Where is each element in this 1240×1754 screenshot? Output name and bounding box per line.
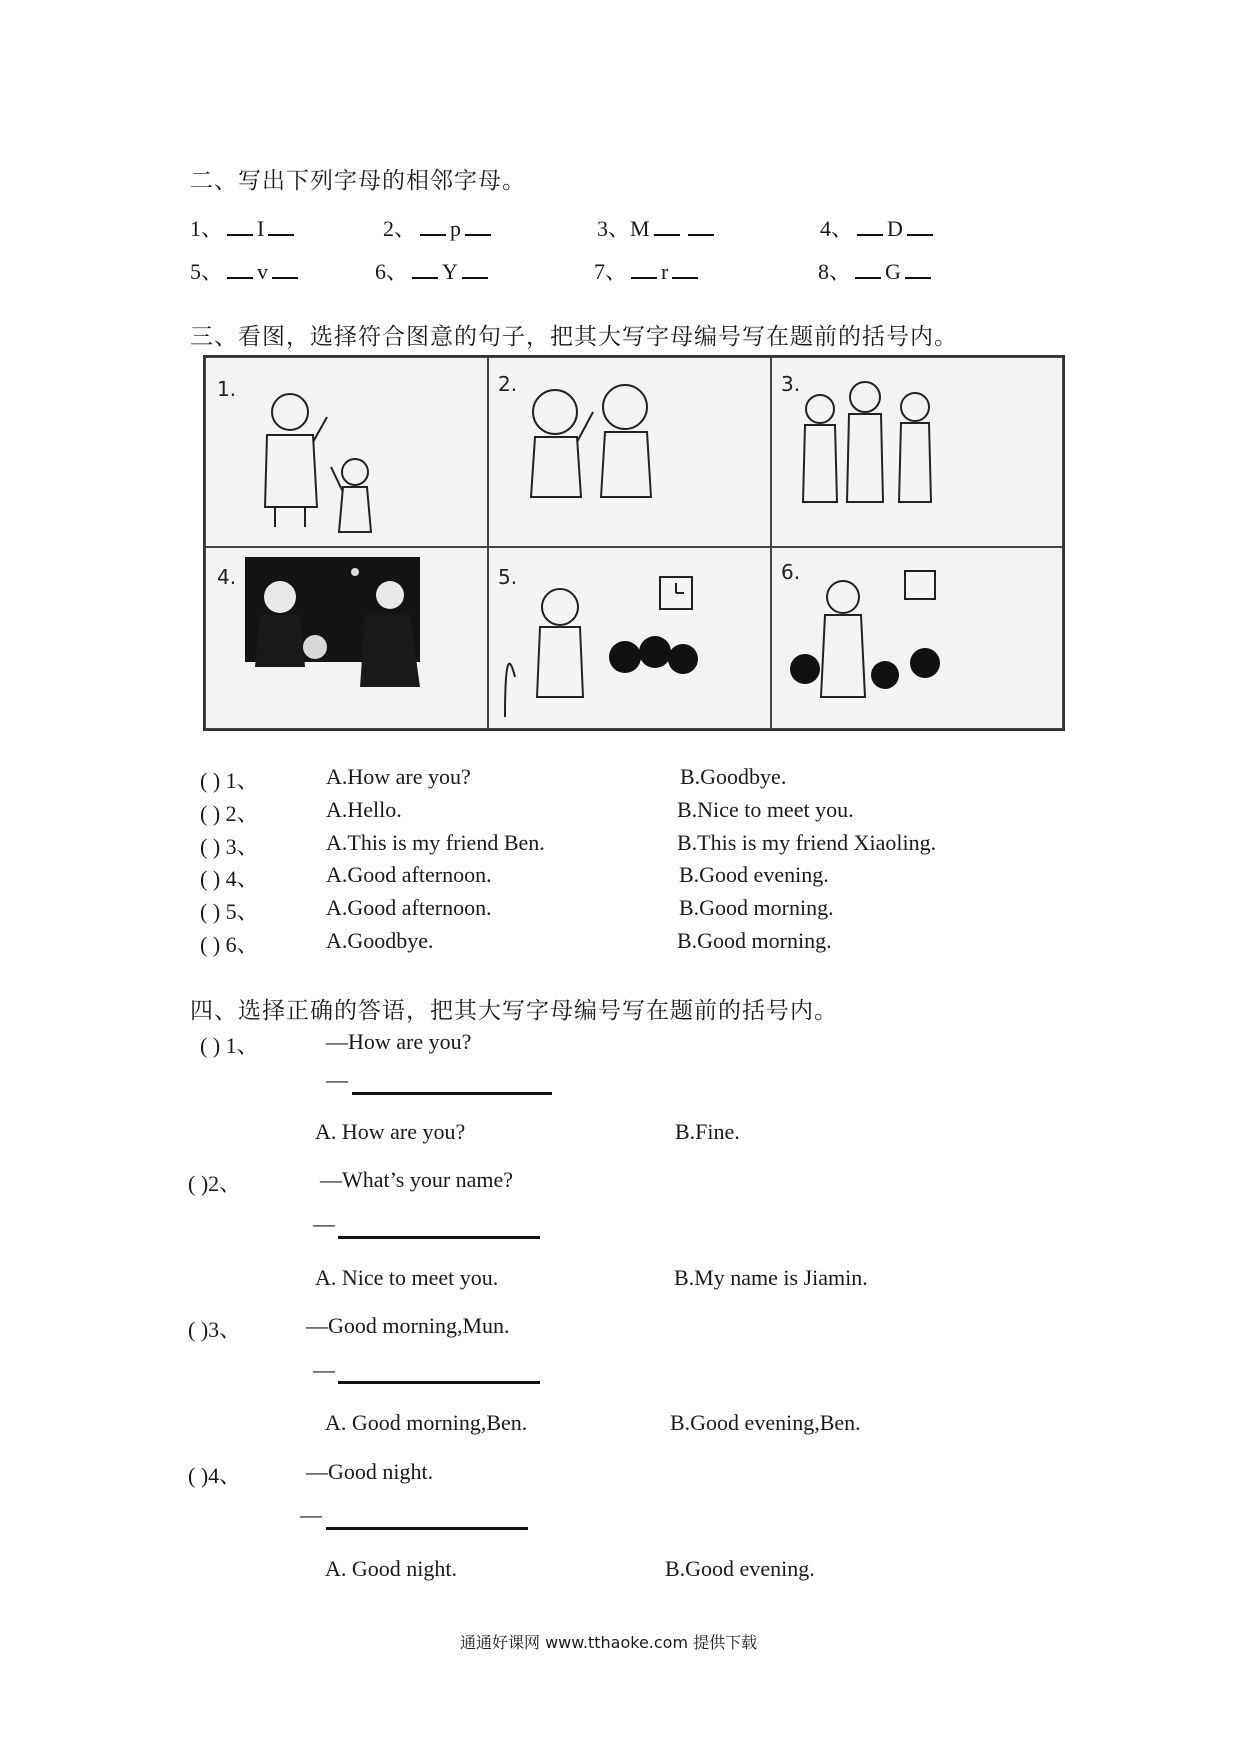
blank[interactable] (654, 216, 680, 236)
blank[interactable] (857, 216, 883, 236)
s4-question-3-answer-line[interactable] (338, 1381, 540, 1384)
letter-item-3[interactable] (597, 212, 718, 243)
item-number: 2、 (383, 216, 417, 241)
s3-question-2-prefix[interactable]: ( ) 2、 (200, 801, 259, 826)
letter-item-6[interactable] (375, 255, 492, 286)
children-silhouettes (609, 636, 940, 689)
s4-question-1-prefix[interactable]: ( ) 1、 (200, 1033, 259, 1058)
picture-number: 4. (217, 565, 237, 589)
s4-question-1-dash: — (326, 1067, 348, 1092)
letter-item-2[interactable] (383, 212, 495, 243)
s4-question-2-answer-line[interactable] (338, 1236, 540, 1239)
s3-question-6-prefix[interactable]: ( ) 6、 (200, 932, 259, 957)
picture-number: 5. (498, 565, 518, 589)
s3-question-6-option-b: B.Good morning. (677, 928, 832, 953)
s4-question-2-option-a: A. Nice to meet you. (315, 1265, 499, 1290)
s4-question-2-prompt: —What’s your name? (320, 1167, 514, 1192)
s3-question-4-prefix[interactable]: ( ) 4、 (200, 866, 259, 891)
s4-question-3-option-a: A. Good morning,Ben. (325, 1410, 528, 1435)
s3-question-1-prefix[interactable]: ( ) 1、 (200, 768, 259, 793)
blank[interactable] (420, 216, 446, 236)
s4-question-1-prompt: —How are you? (326, 1029, 472, 1054)
given-letter: Y (442, 259, 458, 284)
picture-number: 6. (781, 560, 801, 584)
given-letter: D (887, 216, 903, 241)
given-letter: G (885, 259, 901, 284)
given-letter: r (661, 259, 669, 284)
letter-item-1[interactable] (190, 212, 298, 243)
man-waving-illustration (265, 394, 327, 527)
picture-number: 3. (781, 372, 801, 396)
blank[interactable] (688, 216, 714, 236)
picture-grid (203, 355, 1065, 731)
given-letter: v (257, 259, 269, 284)
item-number: 3、M (597, 216, 650, 241)
s3-question-4-option-b: B.Good evening. (679, 862, 829, 887)
s4-question-3-dash: — (313, 1357, 335, 1382)
picture-number: 1. (217, 377, 237, 401)
item-number: 5、 (190, 259, 224, 284)
s4-question-4-option-b: B.Good evening. (665, 1556, 815, 1581)
item-number: 4、 (820, 216, 854, 241)
s3-question-5-option-b: B.Good morning. (679, 895, 834, 920)
picture-number: 2. (498, 372, 518, 396)
footer-credit: 通通好课网 www.tthaoke.com 提供下载 (460, 1633, 758, 1652)
blank[interactable] (412, 259, 438, 279)
letter-item-4[interactable] (820, 212, 937, 243)
s4-question-3-option-b: B.Good evening,Ben. (670, 1410, 861, 1435)
blank[interactable] (905, 259, 931, 279)
s3-question-6-option-a: A.Goodbye. (326, 928, 434, 953)
given-letter: p (450, 216, 462, 241)
s3-question-4-option-a: A.Good afternoon. (326, 862, 492, 887)
two-kids-illustration (531, 385, 651, 497)
s4-question-4-prompt: —Good night. (306, 1459, 434, 1484)
section4-heading: 四、选择正确的答语，把其大写字母编号写在题前的括号内。 (190, 998, 838, 1024)
s4-question-2-prefix[interactable]: ( )2、 (188, 1171, 242, 1196)
s4-question-3-prompt: —Good morning,Mun. (306, 1313, 510, 1338)
section2-heading: 二、写出下列字母的相邻字母。 (190, 168, 526, 194)
blank[interactable] (631, 259, 657, 279)
blank[interactable] (907, 216, 933, 236)
s3-question-5-prefix[interactable]: ( ) 5、 (200, 899, 259, 924)
s4-question-2-dash: — (313, 1211, 335, 1236)
blank[interactable] (855, 259, 881, 279)
blank[interactable] (272, 259, 298, 279)
letter-item-8[interactable] (818, 255, 935, 286)
s4-question-1-option-a: A. How are you? (315, 1119, 466, 1144)
blank[interactable] (462, 259, 488, 279)
blank[interactable] (465, 216, 491, 236)
picture-illustrations (205, 357, 1063, 729)
letter-item-5[interactable] (190, 255, 302, 286)
item-number: 6、 (375, 259, 409, 284)
blank[interactable] (227, 216, 253, 236)
s4-question-4-prefix[interactable]: ( )4、 (188, 1463, 242, 1488)
s3-question-3-prefix[interactable]: ( ) 3、 (200, 834, 259, 859)
item-number: 8、 (818, 259, 852, 284)
s4-question-3-prefix[interactable]: ( )3、 (188, 1317, 242, 1342)
blank[interactable] (268, 216, 294, 236)
blank[interactable] (227, 259, 253, 279)
item-number: 7、 (594, 259, 628, 284)
s4-question-1-answer-line[interactable] (352, 1092, 552, 1095)
s3-question-3-option-a: A.This is my friend Ben. (326, 830, 545, 855)
s4-question-4-answer-line[interactable] (326, 1527, 528, 1530)
s3-question-3-option-b: B.This is my friend Xiaoling. (677, 830, 937, 855)
s3-question-1-option-b: B.Goodbye. (680, 764, 787, 789)
given-letter: I (257, 216, 265, 241)
item-number: 1、 (190, 216, 224, 241)
s4-question-4-option-a: A. Good night. (325, 1556, 457, 1581)
s3-question-1-option-a: A.How are you? (326, 764, 471, 789)
night-scene-illustration (245, 557, 420, 687)
section3-heading: 三、看图，选择符合图意的句子，把其大写字母编号写在题前的括号内。 (190, 324, 958, 350)
three-men-illustration (803, 382, 931, 502)
s3-question-5-option-a: A.Good afternoon. (326, 895, 492, 920)
s4-question-1-option-b: B.Fine. (675, 1119, 740, 1144)
s4-question-2-option-b: B.My name is Jiamin. (674, 1265, 868, 1290)
s3-question-2-option-b: B.Nice to meet you. (677, 797, 854, 822)
s3-question-2-option-a: A.Hello. (326, 797, 402, 822)
blank[interactable] (672, 259, 698, 279)
letter-item-7[interactable] (594, 255, 702, 286)
s4-question-4-dash: — (300, 1502, 322, 1527)
girl-illustration (331, 459, 371, 532)
